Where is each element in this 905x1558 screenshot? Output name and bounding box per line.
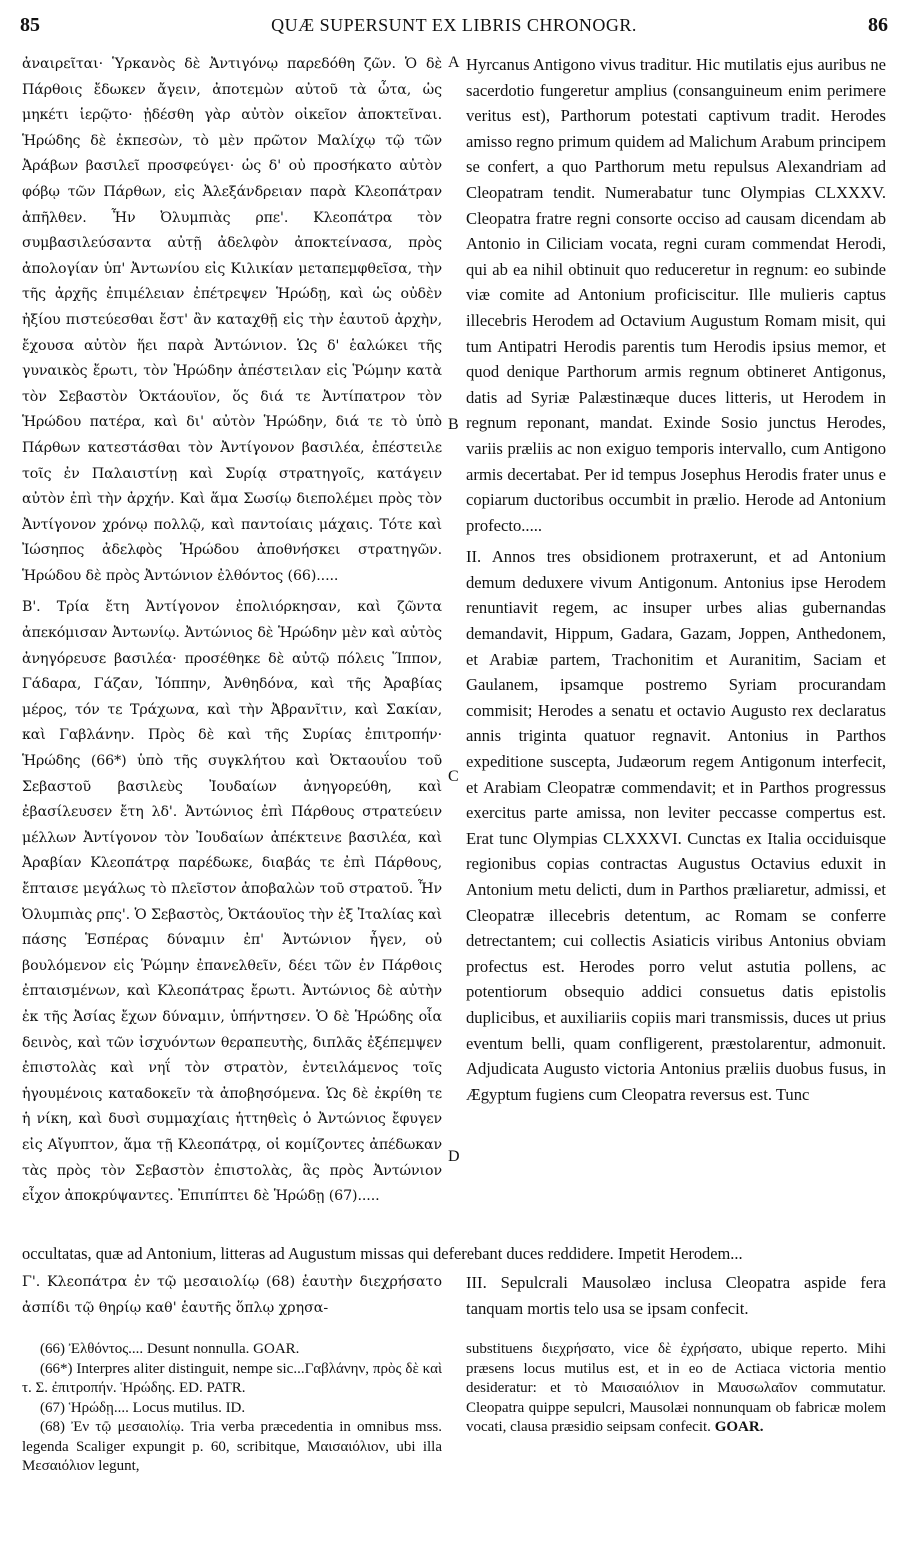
page-header [20,14,888,38]
latin-paragraph-1: Hyrcanus Antigono vivus traditur. Hic mutilatis ejus auribus ne sacerdotio fungeretur amplius (consanguineum enim perimere veritus est), Parthorum potestati captivum tradit. Herodes amisso regno primum quidem ad Malichum Arabum principem se confert, a quo Parthorum metu repulsus Alexandriam ad Cleopatram tendit. Numerabatur tunc Olympias CLXXXV. Cleopatra fratre regni consorte occiso ad causam dicendam ab Antonio in Ciliciam vocata, regni curam commendat Herodi, qui ab ea nihil obtinuit quo reduceretur in regnum: eo subinde viæ comite ad Antonium proficiscitur. Ille mulieris captus illecebris Herodem ad Octavium Augustum Romam misit, qui tum Antipatri Herodis parentis tum Herodis ipsius memor, et quod denique Parthorum armis regnum obtineret Antigonus, datis ad Syriæ Palæstinæque duces litteris, ut Herodem in regnum reponant, mandat. Exinde Sosio junctus Herodes, variis præliis ac non exiguo temporis intervallo, cum Antigono armis decertabat. Per id tempus Josephus Herodis frater unus e copiarum ductoribus occumbit in prælio. Herode ad Antonium profecto..... [466,55,886,535]
margin-marker-a: A [448,54,460,71]
page-number-left: 85 [20,14,40,36]
greek-section-3 [22,1270,442,1321]
latin-section-3 [466,1270,886,1321]
running-title: QUÆ SUPERSUNT EX LIBRIS CHRONOGR. [271,15,637,35]
latin-column [466,52,886,1107]
greek-column [22,52,442,1210]
footnote-67: (67) Ἡρώδῃ.... Locus mutilus. ID. [40,1399,246,1416]
margin-marker-c: C [448,768,459,785]
page-number-right: 86 [868,14,888,36]
footnotes-left [22,1340,442,1477]
footnote-continuation-text: substituens διεχρήσατο, vice δὲ ἐχρήσατο, ubique reperto. Mihi præsens locus mutilus est, et in eo de Actiaca victoria mentio desideratur: et τὸ Μαισαιόλιον in Μαυσωλαῖον commutatur. Cleopatra quippe sepulcri, Mausolæi nonnunquam ob fabricæ molem vocati, clausa præsidio seipsam confecit. [466,1341,886,1435]
latin-paragraph-3: III. Sepulcrali Mausolæo inclusa Cleopatra aspide fera tanquam mortis telo usa se ipsam confecit. [466,1273,886,1318]
full-width-line: occultatas, quæ ad Antonium, litteras ad Augustum missas qui deferebant duces reddidere. Impetit Herodem... [22,1244,743,1263]
footnote-66-star: (66*) Interpres aliter distinguit, nempe sic...Γαβλάνην, πρὸς δὲ καὶ τ. Σ. ἐπιτροπήν. Ἡρώδης. ED. PATR. [22,1360,442,1396]
greek-paragraph-1: ἀναιρεῖται· Ὑρκανὸς δὲ Ἀντιγόνῳ παρεδόθη ζῶν. Ὁ δὲ Πάρθοις ἔδωκεν ἄγειν, ἀποτεμὼν αὐτοῦ τὰ ὦτα, ὡς μηκέτι ἱερῷτο· ᾐδέσθη γὰρ αὐτὸν οἰκεῖον ἀποκτεῖναι. Ἡρώδης δὲ ἐκπεσὼν, τὸ μὲν πρῶτον Μαλίχῳ τῷ τῶν Ἀράβων βασιλεῖ προσφεύγει· ὡς δ' οὐ προσήκατο αὐτὸν φόβῳ τῶν Πάρθων, εἰς Ἀλεξάνδρειαν παρὰ Κλεοπάτραν ἀπῆλθεν. Ἦν Ὀλυμπιὰς ρπε'. Κλεοπάτρα τὸν συμβασιλεύσαντα αὐτῇ ἀδελφὸν ἀποκτείνασα, πρὸς ἀπολογίαν ὑπ' Ἀντωνίου εἰς Κιλικίαν μεταπεμφθεῖσα, τὴν τῆς ἀρχῆς ἐπιμέλειαν ἐπέτρεψεν Ἡρώδῃ, καὶ ὡς οὐδὲν ἠξίου πιστεύεσθαι ἔστ' ἂν καταχθῇ εἰς τὴν ἑαυτοῦ ἀρχὴν, ἔχουσα αὐτὸν ἥει παρὰ Ἀντώνιον. Ὡς δ' ἑαλώκει τῆς γυναικὸς ἔρωτι, τὸν Ἡρώδην ἀπέστειλαν εἰς Ῥώμην κατὰ τὸν Σεβαστὸν Ὀκτάουϊον, ὅς διά τε Ἀντίπατρον τὸν Ἡρώδου πατέρα, καὶ δι' αὐτὸν Ἡρώδην, διά τε τὸ ὑπὸ Πάρθων κατεστάσθαι τὸν Ἀντίγονον βασιλέα, ἐπέστειλε τοῖς ἐν Παλαιστίνῃ καὶ Συρίᾳ στρατηγοῖς, κατάγειν αὐτὸν ἐπὶ τὴν ἀρχήν. Καὶ ἅμα Σωσίῳ διεπολέμει πρὸς τὸν Ἀντίγονον χρόνῳ πολλῷ, καὶ παντοίαις μάχαις. Τότε καὶ Ἰώσηπος ἀδελφὸς Ἡρώδου ἀποθνήσκει στρατηγῶν. Ἡρώδου δὲ πρὸς Ἀντώνιον ἐλθόντος (66)..... [22,56,442,584]
footnote-66: (66) Ἐλθόντος.... Desunt nonnulla. GOAR. [40,1341,300,1357]
latin-paragraph-2: II. Annos tres obsidionem protraxerunt, et ad Antonium demum deduxere vivum Antigonum. Antonius ipse Herodem renuntiavit regem, ac insuper urbes alias gubernandas demandavit, Hippum, Gadara, Gazam, Joppen, Anthedonem, et Arabiæ partem, Trachonitim et Auranitim, Saciam et Gaulanem, ipsamque postremo Syriam procurandam commisit; Herodes a senatu et octavio Augusto rex declaratus annis triginta quatuor regnavit. Antonius in Parthos expeditione suscepta, Judæorum regem Antigonum interfecit, et Arabiam Cleopatræ commendavit; et in Parthos progressus exercitus parte amissa, non leviter peccasse compertus est. Erat tunc Olympias CLXXXVI. Cunctas ex Italia occiduisque regionibus copias contractas Augustus Octavius eduxit in Antonium metu delicti, dum in Parthos præliaretur, admissi, et Cleopatræ illecebris detentum, ac Romam se conferre detrectantem; cui collectis Asiaticis viribus Antonius obviam profectus est. Herodes porro velut astutia pollens, ac potentiorum obsequio addici consuetus datis epistolis duplicibus, et auxiliariis copiis mari transmissis, duces ut prius eventum belli, quam confligerent, præstolarentur, admonuit. Adjudicata Augusto victoria Antonius præliis duobus fusus, in Ægyptum fugiens cum Cleopatra reversus est. Tunc [466,547,886,1104]
margin-marker-b: B [448,416,459,433]
greek-paragraph-3: Γ'. Κλεοπάτρα ἐν τῷ μεσαιολίῳ (68) ἑαυτὴν διεχρήσατο ἀσπίδι τῷ θηρίῳ καθ' ἑαυτῆς ὅπλῳ χρησα- [22,1274,442,1316]
footnote-68: (68) Ἐν τῷ μεσαιολίῳ. Tria verba præcedentia in omnibus mss. legenda Scaliger expungit p. 60, scribitque, Μαισαιόλιον, ubi illa Μεσαιόλιον legunt, [22,1419,442,1474]
footnote-continuation [466,1340,886,1438]
margin-marker-d: D [448,1148,460,1165]
footnote-signature: GOAR. [714,1419,764,1435]
greek-paragraph-2: Β'. Τρία ἔτη Ἀντίγονον ἐπολιόρκησαν, καὶ ζῶντα ἀπεκόμισαν Ἀντωνίῳ. Ἀντώνιος δὲ Ἡρώδην μὲν καὶ αὐτὸς ἀνηγόρευσε βασιλέα· προσέθηκε δὲ αὐτῷ πόλεις Ἵππον, Γάδαρα, Γάζαν, Ἰόππην, Ἀνθηδόνα, καὶ τῆς Ἀραβίας μέρος, τόν τε Τράχωνα, καὶ τὴν Ἀβρανῖτιν, καὶ Σακίαν, καὶ Γαβλάνην. Πρὸς δὲ καὶ τῆς Συρίας ἐπιτροπήν· Ἡρώδης (66*) ὑπὸ τῆς συγκλήτου καὶ Ὀκταουΐου τοῦ Σεβαστοῦ βασιλεὺς Ἰουδαίων ἀνηγορεύθη, καὶ ἐβασίλευσεν ἔτη λδ'. Ἀντώνιος ἐπὶ Πάρθους στρατεύειν μέλλων Ἀντίγονον τὸν Ἰουδαίων ἀπέκτεινε βασιλέα, καὶ Ἀραβίαν Κλεοπάτρᾳ παρέδωκε, διαβάς τε ἐπὶ Πάρθους, ἔπταισε μεγάλως τὸ πλεῖστον ἀποβαλὼν τοῦ στρατοῦ. Ἦν Ὀλυμπιὰς ρπς'. Ὁ Σεβαστὸς, Ὀκτάουϊος τὴν ἐξ Ἰταλίας καὶ πάσης Ἑσπέρας δύναμιν ἐπ' Ἀντώνιον ἦγεν, οὐ βουλόμενον εἰς Ῥώμην ἐπανελθεῖν, δέει τῶν ἐν Πάρθοις ἐπταισμένων, καὶ Κλεοπάτρας ἔρωτι. Ἀντώνιος δὲ αὐτὴν ἐκ τῆς Ἀσίας ἔχων δύναμιν, ὑπήντησεν. Ὁ δὲ Ἡρώδης οἷα δεινὸς, καὶ τῶν ἰσχυόντων θεραπευτὴς, διπλᾶς ἐξέπεμψεν ἐπιστολὰς καὶ νηΐ τὸν στρατὸν, ἐντειλάμενος τοῖς ἡγουμένοις καταδοκεῖν τὰ ἀποβησόμενα. Ὡς δὲ ἐκρίθη τε ἡ νίκη, καὶ δυσὶ συμμαχίαις ἡττηθεὶς ὁ Ἀντώνιος ἔφυγεν εἰς Αἴγυπτον, ἅμα τῇ Κλεοπάτρᾳ, οἱ κομίζοντες ἀπέδωκαν τὰς πρὸς τὸν Σεβαστὸν ἐπιστολὰς, ἃς πρὸς Ἀντώνιον εἶχον ἀποκρύψαντες. Ἐπιπίπτει δὲ Ἡρώδῃ (67)..... [22,599,442,1205]
